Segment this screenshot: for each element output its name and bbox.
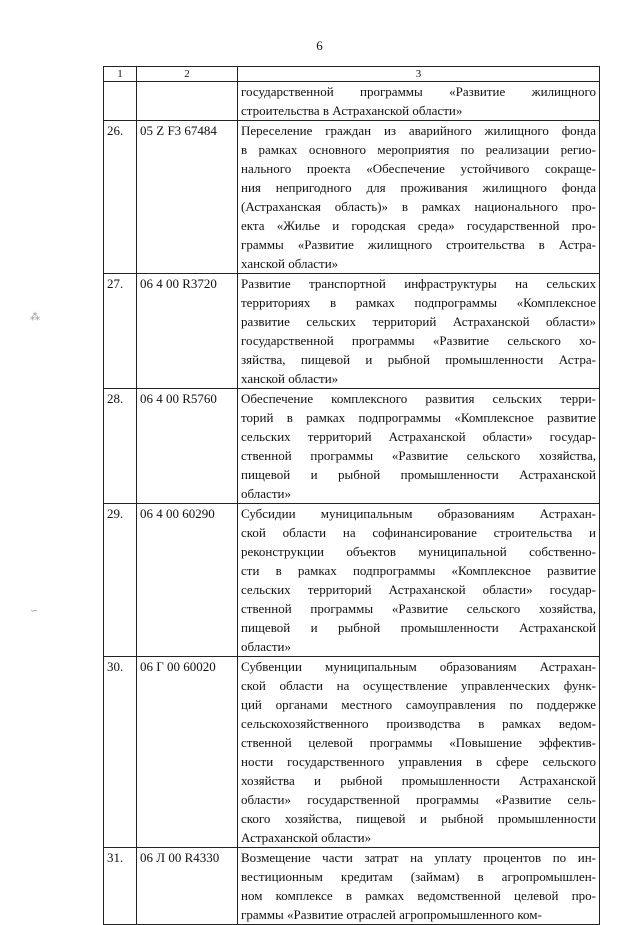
description-line: Субсидии муниципальным образованиям Астрахан- [241,506,596,521]
description-line: ности государственного управления в сфере сельского [241,754,596,769]
table-row [104,657,600,848]
description-line: строительства в Астраханской области» [241,103,463,118]
description-line: государственной программы «Развитие жилищного [241,84,596,99]
row-number: 31. [104,848,137,925]
description-line: (Астраханская область)» в рамках национального про- [241,199,596,214]
description-line: реконструкции объектов муниципальной собственно- [241,544,596,559]
description-line: Астраханской области» [241,830,372,845]
description-line: ханской области» [241,371,339,386]
description-line: Обеспечение комплексного развития сельских терри- [241,391,596,406]
table-row [104,848,600,925]
classification-code: 06 Л 00 R4330 [137,848,238,925]
description-line: области» государственной программы «Развитие сель- [241,792,596,807]
table-row [104,274,600,389]
description-line: екта «Жилье и городская среда» государственной про- [241,218,596,233]
description-line: Возмещение части затрат на уплату процентов по ин- [241,850,596,865]
classification-code: 06 4 00 R5760 [137,389,238,504]
description-line: ций органами местного самоуправления по поддержке [241,697,596,712]
classification-code: 06 4 00 60290 [137,504,238,657]
classification-code: 06 4 00 R3720 [137,274,238,389]
description-line: ской области на софинансирование строительства и [241,525,596,540]
row-description [238,657,600,848]
description-line: нального проекта «Обеспечение устойчивого сокраще- [241,161,596,176]
description-line: ственной программы «Развитие сельского хозяйства, [241,448,596,463]
description-line: пищевой и рыбной промышленности Астраханской [241,620,596,635]
description-line: Переселение граждан из аварийного жилищного фонда [241,123,596,138]
column-header-1: 1 [104,67,137,82]
description-line: ственной целевой программы «Повышение эффектив- [241,735,596,750]
row-description [238,82,600,121]
description-line: сти в рамках подпрограммы «Комплексное развитие [241,563,596,578]
description-line: граммы «Развитие отраслей агропромышленного ком- [241,907,542,922]
description-line: Развитие транспортной инфраструктуры на сельских [241,276,596,291]
row-number: 28. [104,389,137,504]
column-header-2: 2 [137,67,238,82]
budget-classification-table [103,66,600,925]
description-line: Субвенции муниципальным образованиям Астрахан- [241,659,596,674]
row-description [238,389,600,504]
table-row [104,121,600,274]
table-body [104,82,600,925]
description-line: области» [241,639,291,654]
classification-code [137,82,238,121]
description-line: территориях в рамках подпрограммы «Комплексное [241,295,596,310]
scan-mark: ∽ [30,606,39,617]
table-row [104,389,600,504]
row-number: 26. [104,121,137,274]
page-number: 6 [316,38,323,53]
description-line: сельских территорий Астраханской области» государ- [241,429,596,444]
description-line: сельских территорий Астраханской области» государ- [241,582,596,597]
table-row [104,82,600,121]
row-number: 29. [104,504,137,657]
row-description [238,504,600,657]
row-number: 27. [104,274,137,389]
row-number: 30. [104,657,137,848]
description-line: ном комплексе в рамках ведомственной целевой про- [241,888,596,903]
classification-code: 06 Г 00 60020 [137,657,238,848]
table-header-row [104,67,600,82]
column-header-3: 3 [238,67,600,82]
description-line: области» [241,486,291,501]
description-line: торий в рамках подпрограммы «Комплексное развитие [241,410,596,425]
classification-code: 05 Z F3 67484 [137,121,238,274]
description-line: в рамках основного мероприятия по реализации регио- [241,142,596,157]
description-line: ственной программы «Развитие сельского хозяйства, [241,601,596,616]
description-line: ского хозяйства, пищевой и рыбной промышленности [241,811,596,826]
description-line: ния непригодного для проживания жилищного фонда [241,180,596,195]
description-line: хозяйства и рыбной промышленности Астраханской [241,773,596,788]
description-line: государственной программы «Развитие сельского хо- [241,333,596,348]
row-number [104,82,137,121]
scan-mark: ⁂ [30,312,40,323]
description-line: зяйства, пищевой и рыбной промышленности Астра- [241,352,596,367]
row-description [238,848,600,925]
row-description [238,274,600,389]
description-line: развитие сельских территорий Астраханской области» [241,314,596,329]
description-line: сельскохозяйственного производства в рамках ведом- [241,716,596,731]
description-line: граммы «Развитие жилищного строительства в Астра- [241,237,596,252]
table-row [104,504,600,657]
description-line: ханской области» [241,256,339,271]
description-line: вестиционным кредитам (займам) в агропромышлен- [241,869,596,884]
row-description [238,121,600,274]
description-line: пищевой и рыбной промышленности Астраханской [241,467,596,482]
description-line: ской области на осуществление управленческих функ- [241,678,596,693]
